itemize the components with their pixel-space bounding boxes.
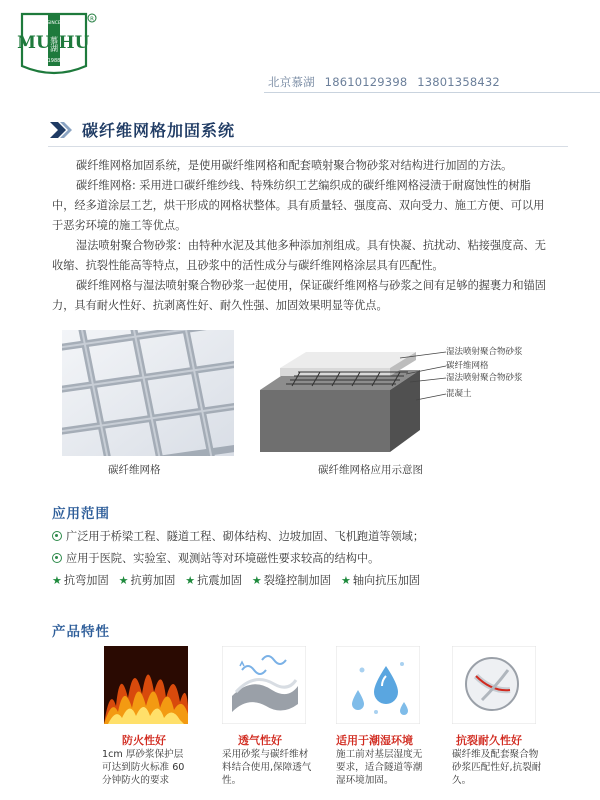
double-chevron-icon [48, 120, 74, 140]
title-divider [48, 146, 568, 147]
bullet-circle-icon [52, 553, 62, 563]
scope-line-2-text: 应用于医院、实验室、观测站等对环境磁性要求较高的结构中。 [66, 552, 380, 565]
layer-label-concrete: 混凝土 [446, 389, 472, 399]
feature-desc-crack: 碳纤维及配套聚合物砂浆匹配性好,抗裂耐久。 [452, 749, 542, 786]
feature-desc-moisture: 施工前对基层湿度无要求，适合隧道等潮湿环境加固。 [336, 749, 423, 786]
features-heading: 产品特性 [52, 624, 110, 640]
logo-chinese: 慕湖 [49, 36, 59, 52]
tag-label: 抗剪加固 [130, 574, 176, 587]
tag-item [119, 572, 176, 588]
mortar-paragraph: 湿法喷射聚合物砂浆：由特种水泥及其他多种添加剂组成。具有快凝、抗扰动、粘接强度高、无收缩、抗裂性能高等特点，且砂浆中的活性成分与碳纤维网格涂层具有匹配性。 [52, 239, 546, 272]
feature-title-fire: 防火性好 [122, 734, 166, 747]
feature-desc-breathability: 采用砂浆与碳纤维材料结合使用,保障透气性。 [222, 749, 312, 786]
feature-title-crack: 抗裂耐久性好 [456, 734, 522, 747]
reinforcement-tags [52, 572, 430, 588]
layer-label-mesh: 碳纤维网格 [446, 361, 489, 371]
logo-since: SINCE [47, 21, 61, 26]
feature-desc-fire: 1cm 厚砂浆保护层可达到防火标准 60 分钟防火的要求 [102, 749, 185, 786]
star-icon: ★ [251, 573, 262, 587]
tag-label: 抗震加固 [197, 574, 242, 587]
fire-resistance-image [104, 646, 188, 724]
mesh-caption: 碳纤维网格 [108, 464, 161, 476]
scope-line-1-text: 广泛用于桥梁工程、隧道工程、砌体结构、边坡加固、飞机跑道等领域； [66, 530, 425, 543]
star-icon: ★ [118, 573, 129, 587]
tag-label: 裂缝控制加固 [263, 574, 331, 587]
diagram-caption: 碳纤维网格应用示意图 [318, 464, 423, 476]
feature-title-breathability: 透气性好 [238, 734, 282, 747]
logo-graphic [8, 8, 100, 80]
bullet-circle-icon [52, 531, 62, 541]
star-icon: ★ [185, 573, 196, 587]
mesh-photo [62, 330, 234, 456]
mesh-paragraph: 碳纤维网格: 采用进口碳纤维纱线、特殊纺织工艺编织成的碳纤维网格浸渍于耐腐蚀性的树脂中，经多道涂层工艺，烘干形成的网格状整体。具有质量轻、强度高、双向受力、施工方便、可以用于恶劣环境的施工等优点。 [52, 179, 545, 232]
scope-line-2 [52, 550, 379, 566]
star-icon: ★ [340, 573, 351, 587]
layer-labels [446, 346, 523, 400]
company-name: 北京慕湖 [268, 75, 315, 89]
phone-2[interactable]: 13801358432 [417, 75, 500, 89]
layer-label-mortar: 湿法喷射聚合物砂浆 [446, 373, 523, 383]
layer-label-top: 湿法喷射聚合物砂浆 [446, 347, 523, 357]
intro-paragraph: 碳纤维网格加固系统，是使用碳纤维网格和配套喷射聚合物砂浆对结构进行加固的方法。 [76, 159, 513, 172]
logo-registered-mark: R [90, 16, 94, 23]
star-icon: ★ [52, 573, 62, 587]
phone-1[interactable]: 18610129398 [324, 75, 408, 89]
tag-item [185, 572, 242, 588]
moisture-image [336, 646, 420, 724]
section-header [48, 118, 235, 141]
logo-year: 1988 [47, 58, 61, 64]
crack-resistance-image [452, 646, 536, 724]
tag-label: 轴向抗压加固 [352, 574, 420, 587]
logo-right-letters: HU [58, 33, 90, 53]
scope-line-1 [52, 528, 424, 544]
breathability-image [222, 646, 306, 724]
tag-item [52, 572, 109, 588]
logo-left-letters: MU [17, 33, 51, 53]
tag-item [252, 572, 331, 588]
scope-heading: 应用范围 [52, 506, 110, 522]
page-title: 碳纤维网格加固系统 [82, 121, 236, 140]
brand-logo [8, 8, 100, 80]
tag-item [341, 572, 420, 588]
combined-paragraph: 碳纤维网格与湿法喷射聚合物砂浆一起使用，保证碳纤维网格与砂浆之间有足够的握裹力和锚固力，具有耐火性好、抗剥离性好、耐久性强、加固效果明显等优点。 [52, 279, 546, 312]
tag-label: 抗弯加固 [63, 574, 109, 587]
feature-title-moisture: 适用于潮湿环境 [336, 734, 413, 747]
contact-info [268, 74, 506, 90]
header-divider [264, 92, 600, 93]
